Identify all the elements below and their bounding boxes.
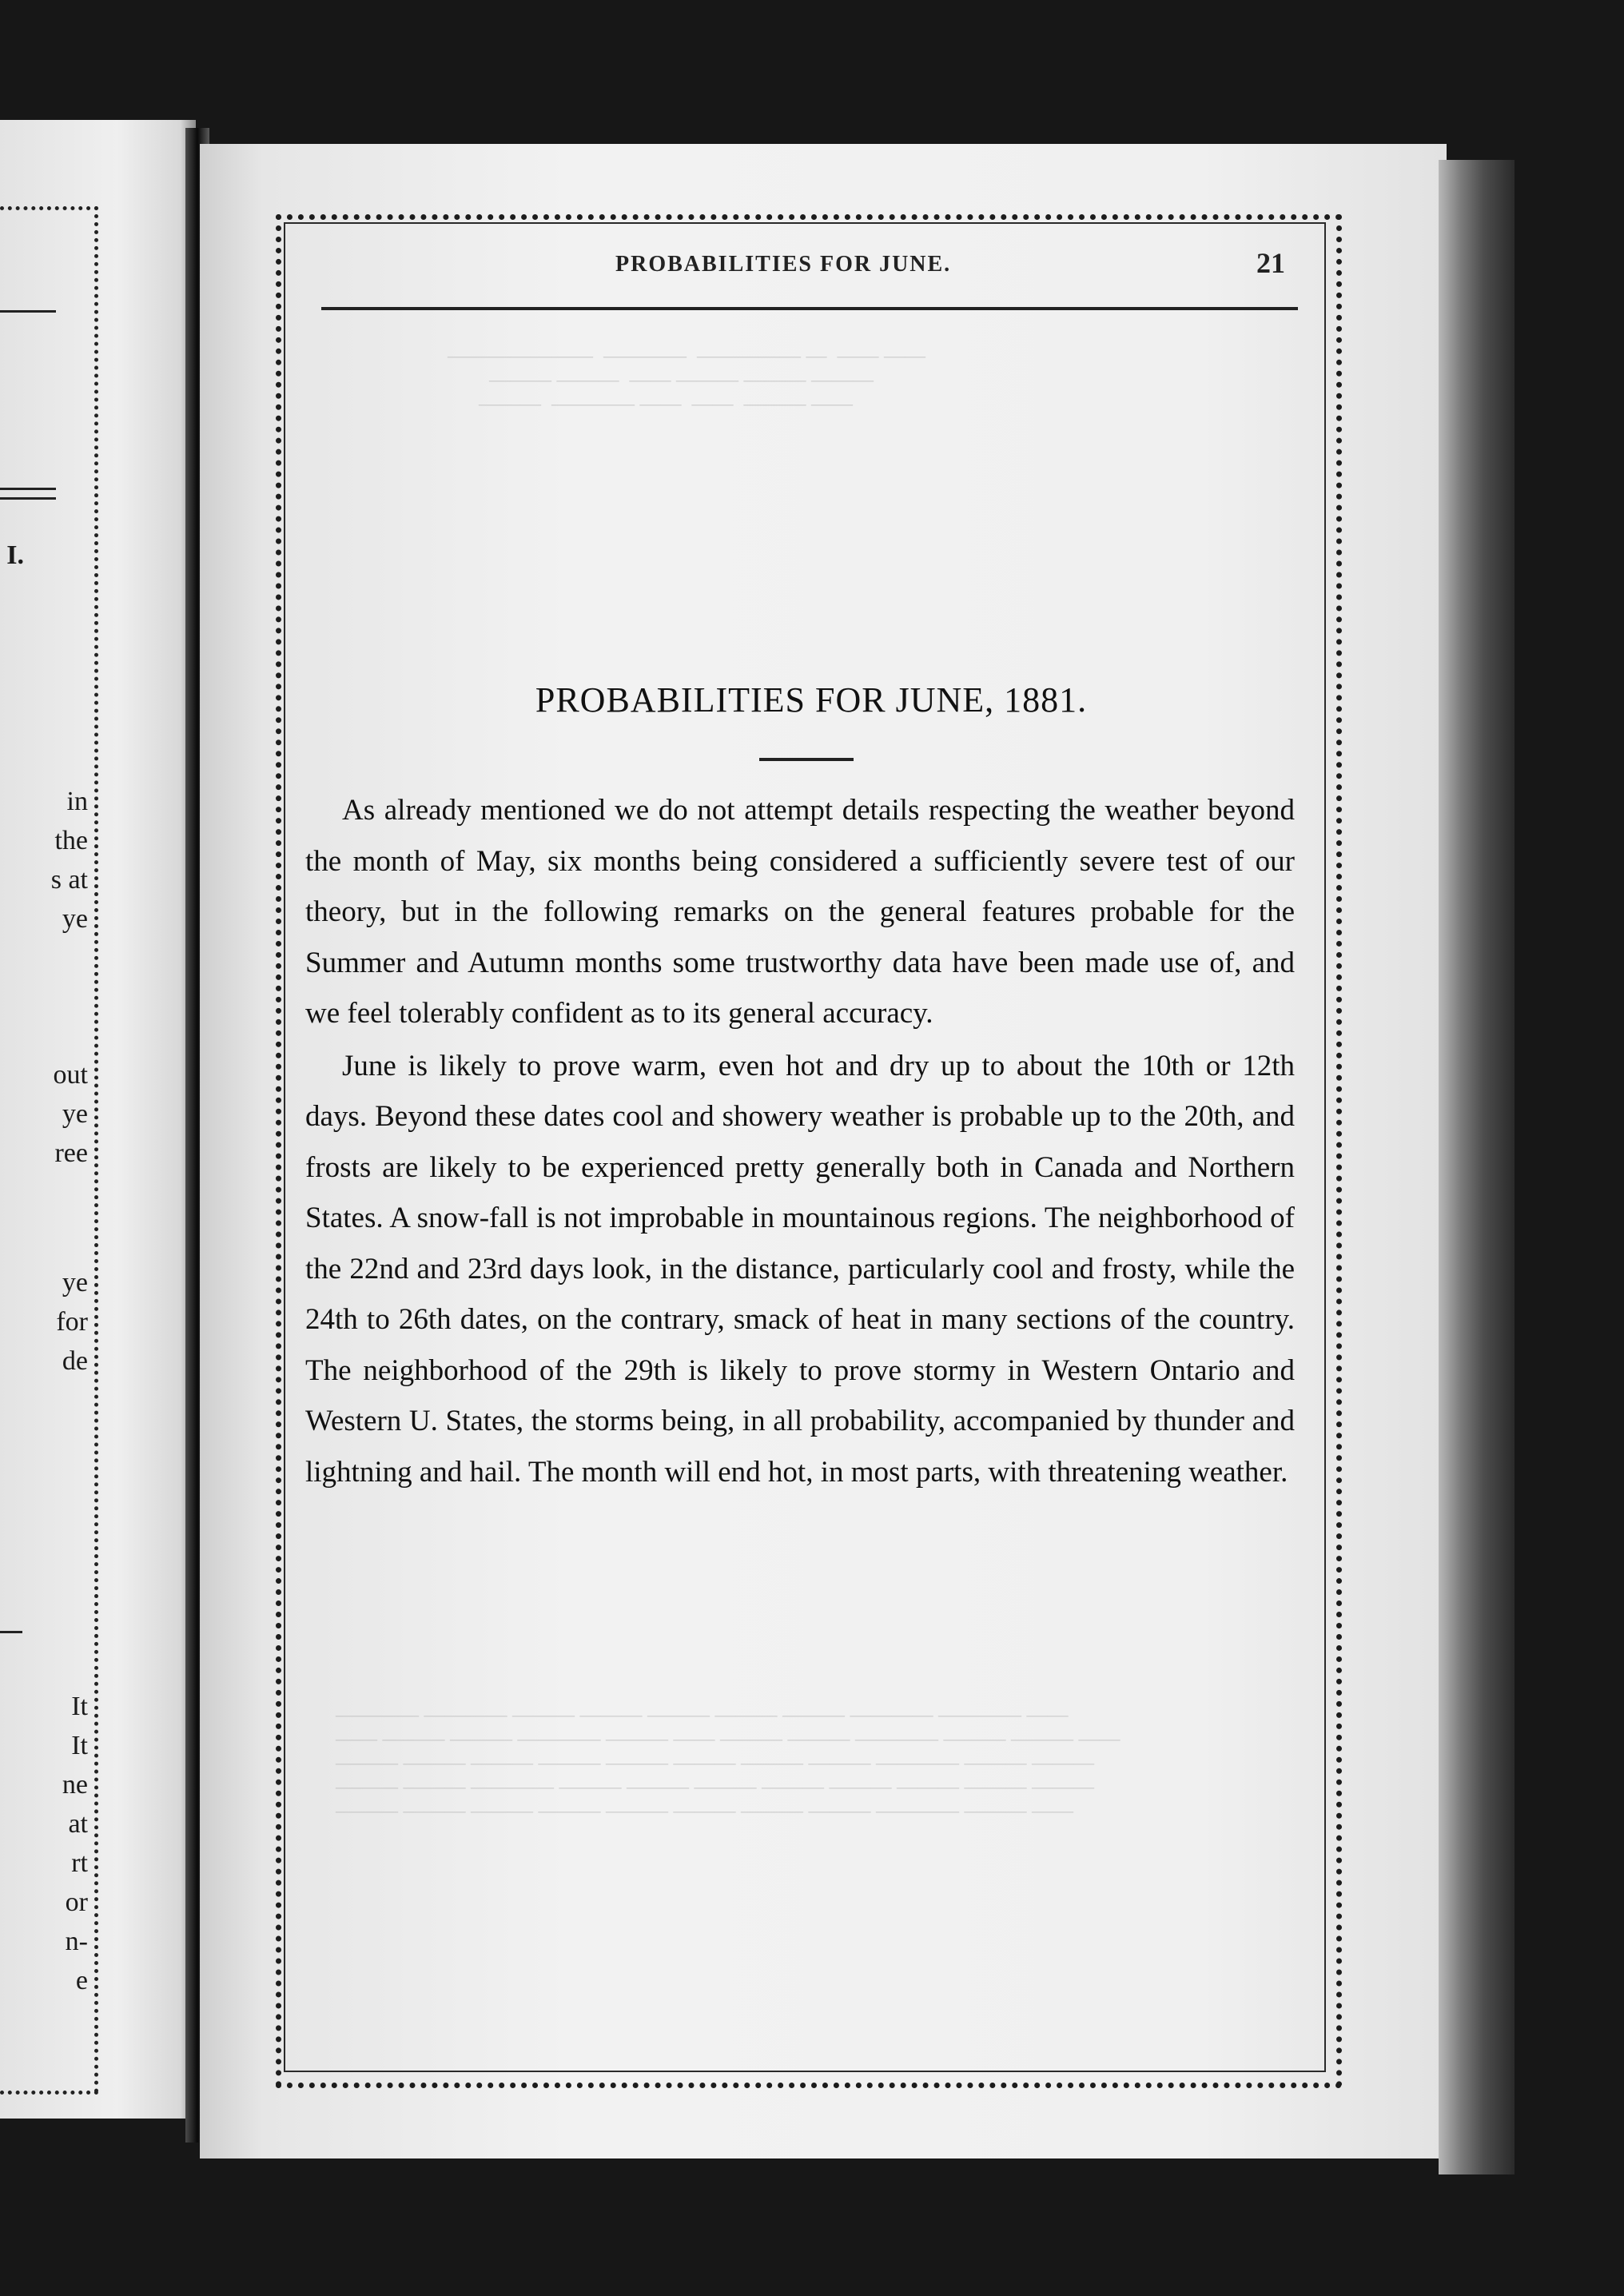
left-text-fragment: for	[56, 1307, 88, 1337]
show-through: ———— ———— ——— ——— ——— ——— ——— ———— ———— —— —— ——— ——— ———— ——— —— ——— ——— ———— ——— ——— —— ——— ——— ——— ——— ——— ——— ——— ——— ———— ——— ——— ——— ——— ———— ——— ——— ——— ——— ——— ——— ——— ——— ——— ——— ——— ——— ——— ——— ——— ——— ———— ——— ——	[336, 1703, 1120, 1822]
show-through: ——————— ———— ————— — —— —— ——— ——— —— ——— ——— ——— ——— ———— —— —— ——— ——	[448, 344, 925, 415]
left-text-fragment: ye	[62, 1099, 88, 1129]
left-text-fragment: n-	[65, 1927, 88, 1956]
left-text-fragment: ye	[62, 1268, 88, 1297]
left-text-fragment: ree	[54, 1138, 88, 1168]
paragraph: June is likely to prove warm, even hot and dry up to about the 10th or 12th days. Beyond these dates cool and showery weather is probable up to the 20th, and frosts are likely to be experienced pretty generally both in Canada and Northern States. A snow-fall is not improbable in mountainous regions. The neighborhood of the 22nd and 23rd days look, in the distance, particularly cool and frosty, while the 24th to 26th dates, on the contrary, smack of heat in many sections of the country. The neighborhood of the 29th is likely to prove stormy in Western Ontario and Western U. States, the storms being, in all probability, accompanied by thunder and lightning and hail. The month will end hot, in most parts, with threatening weather.	[305, 1049, 1295, 1489]
article-body	[305, 785, 1295, 1497]
left-text-fragment: rt	[71, 1848, 88, 1878]
left-text-fragment: e	[75, 1966, 88, 1995]
page-number: 21	[1256, 247, 1285, 279]
left-text-fragment: ne	[62, 1770, 88, 1800]
title-rule	[759, 758, 854, 761]
left-text-fragment: the	[54, 826, 88, 855]
running-head: PROBABILITIES FOR JUNE.	[615, 252, 952, 277]
left-text-fragment: or	[65, 1887, 88, 1917]
left-page-rule	[0, 1631, 22, 1633]
left-page-rule	[0, 310, 56, 313]
left-text-fragment: s at	[50, 865, 88, 895]
left-page-rule	[0, 497, 56, 500]
left-text-fragment: at	[68, 1809, 88, 1839]
page-edge	[1439, 160, 1515, 2174]
article-title: PROBABILITIES FOR JUNE, 1881.	[535, 680, 1088, 719]
left-text-fragment: ye	[62, 904, 88, 934]
paragraph: As already mentioned we do not attempt details respecting the weather beyond the month of May, six months being considered a sufficiently severe test of our theory, but in the following remarks on the general features probable for the Summer and Autumn months some trustworthy data have been made use of, and we feel tolerably confident as to its general accuracy.	[305, 794, 1295, 1030]
left-text-fragment: It	[71, 1692, 88, 1721]
header-rule	[321, 307, 1298, 310]
left-title-fragment: I.	[6, 540, 24, 570]
left-text-fragment: de	[62, 1346, 88, 1376]
left-page-rule	[0, 488, 56, 490]
left-text-fragment: It	[71, 1731, 88, 1760]
left-text-fragment: in	[66, 787, 88, 816]
left-text-fragment: out	[53, 1060, 88, 1090]
left-facing-page	[0, 120, 196, 2119]
